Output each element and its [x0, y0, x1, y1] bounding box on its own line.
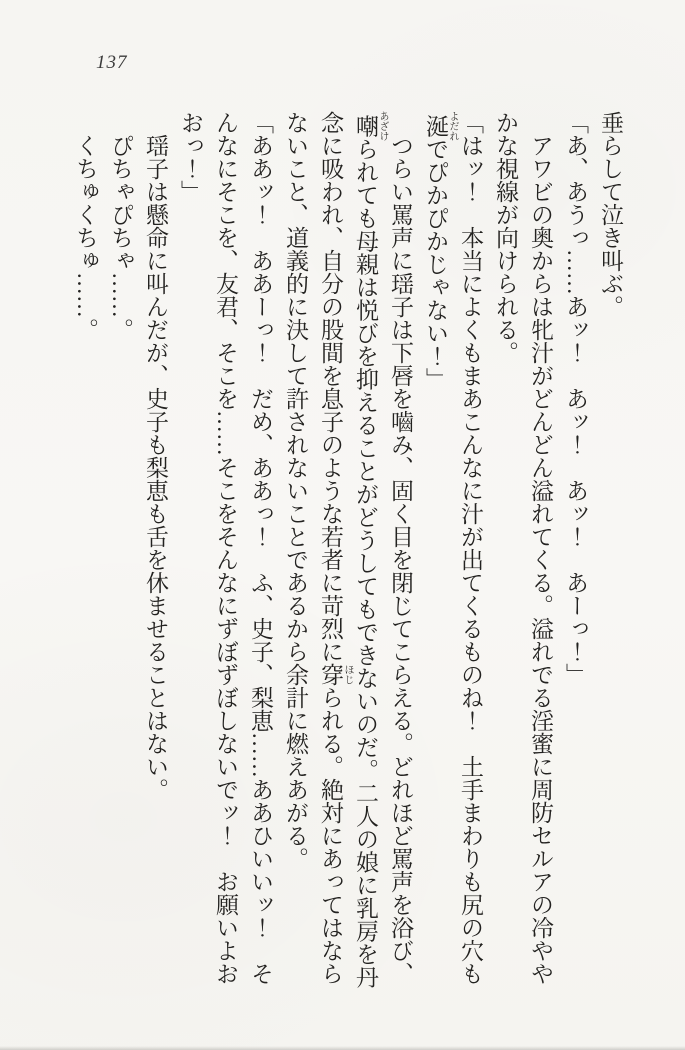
- paragraph: 垂らして泣き叫ぶ。: [598, 111, 623, 318]
- paragraph: アワビの奥からは牝汁がどんどん溢れてくる。溢れでる淫蜜に周防セルアの冷ややかな視線が向けられる。: [493, 111, 553, 985]
- paragraph: 「あ、あうっ……あッ！ あッ！ あッ！ あーっ！」: [563, 111, 588, 686]
- page-number: 137: [96, 52, 128, 73]
- furigana: 嘲 あざけ: [353, 111, 388, 141]
- paragraph: つらい罵声に瑶子は下唇を嚙み、固く目を閉じてこらえる。どれほど罵声を浴び、嘲 あざけられても母親は悦びを抑えることがどうしてもできないのだ。二人の娘に乳房を丹念に吸われ、自分の股間を息子のような若者に苛烈に穿 ほじられる。絶対にあってはならないこと、道義的に決して許されないことであるから余計に燃えあがる。: [283, 111, 413, 989]
- paragraph: 「はッ！ 本当によくもまあこんなに汁が出てくるものね！ 土手まわりも尻の穴も涎 よだれでぴかぴかじゃない！」: [423, 111, 483, 985]
- scan-edge: [0, 1046, 685, 1050]
- paragraph: くちゅくちゅ……。: [73, 134, 98, 341]
- furigana: 穿 ほじ: [318, 663, 353, 686]
- paragraph: ぴちゃぴちゃ……。: [108, 134, 133, 341]
- paragraph: 「ああッ！ ああーっ！ だめ、ああっ！ ふ、史子、梨恵……ああひいいッ！ そんなにそこを、友君、そこを……そこをそんなにずぼずぼしないでッ！ お願いよおおっ！」: [178, 111, 273, 985]
- text-block: [68, 111, 628, 991]
- furigana: 涎 よだれ: [423, 111, 458, 141]
- paragraph: 瑶子は懸命に叫んだが、史子も梨恵も舌を休ませることはない。: [143, 134, 168, 801]
